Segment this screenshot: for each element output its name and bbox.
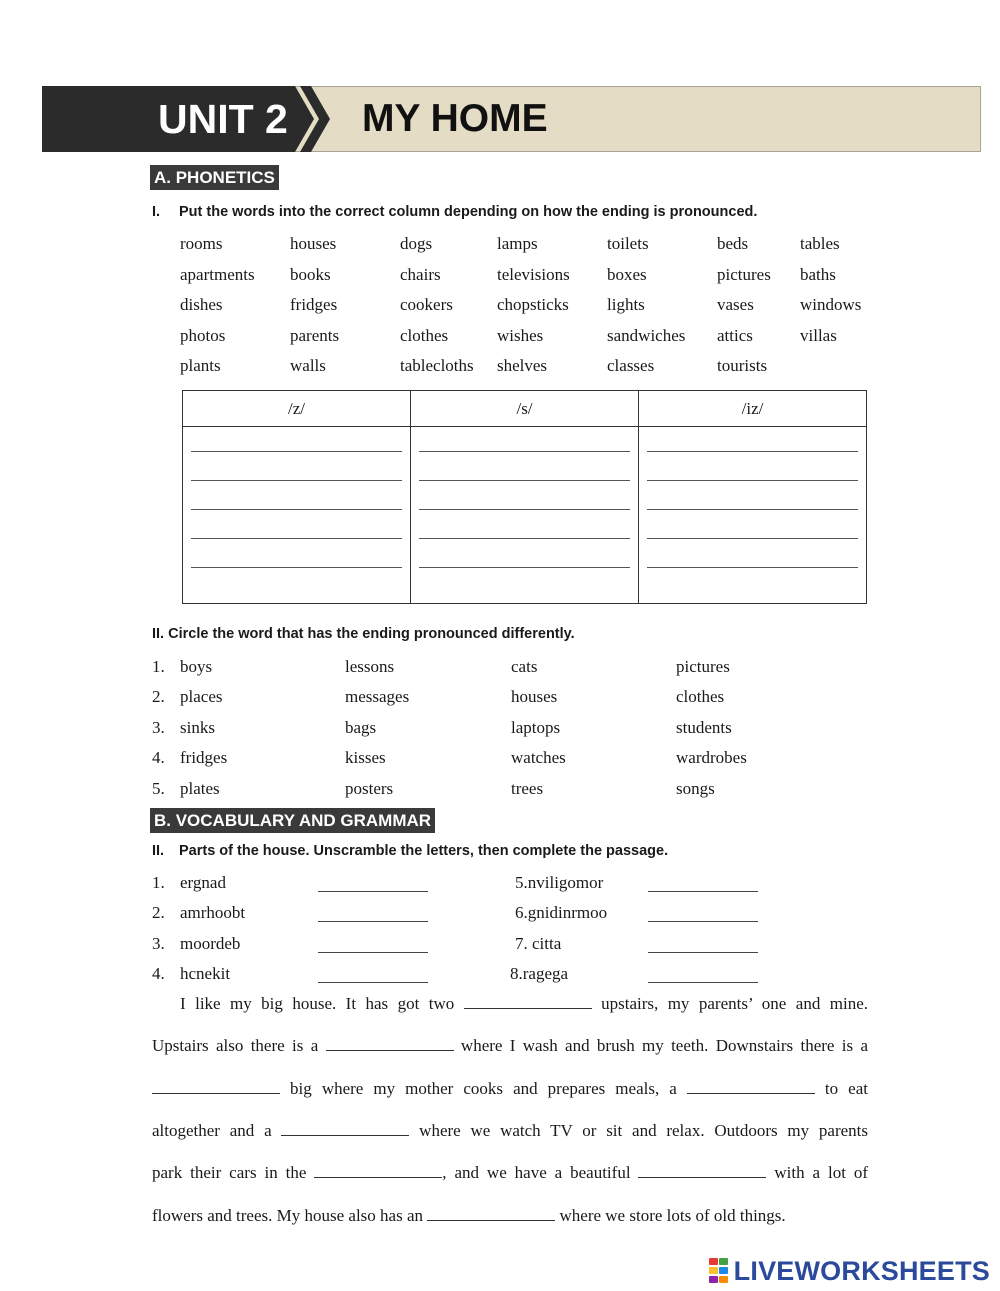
passage-blank[interactable]: [281, 1120, 409, 1136]
answer-blank[interactable]: [648, 891, 758, 892]
passage-text: park their cars in the: [152, 1163, 315, 1183]
exercise-number: I.: [152, 204, 161, 220]
passage-text: I like my big house. It has got two: [180, 994, 464, 1013]
passage-text: , and we have a beautiful: [442, 1163, 639, 1183]
word-bank-word: apartments: [180, 265, 255, 284]
word-bank-word: villas: [800, 326, 837, 345]
logo-mark-icon: [709, 1258, 731, 1284]
option-word[interactable]: wardrobes: [676, 748, 747, 768]
option-word[interactable]: messages: [345, 687, 410, 707]
passage-text: flowers and trees. My house also has an: [152, 1205, 428, 1225]
question-number: 1.: [152, 873, 165, 892]
passage-blank[interactable]: [464, 993, 592, 1009]
answer-blank[interactable]: [318, 952, 428, 953]
passage-blank[interactable]: [427, 1205, 555, 1221]
word-bank-word: classes: [607, 356, 655, 375]
word-bank-word: lamps: [497, 234, 538, 253]
word-bank-word: dishes: [180, 295, 223, 314]
option-word[interactable]: pictures: [676, 657, 730, 676]
option-word[interactable]: plates: [180, 778, 220, 798]
answer-blank[interactable]: [648, 982, 758, 983]
passage-line: [152, 1035, 868, 1057]
scrambled-word: 8.ragega: [510, 963, 569, 983]
word-bank-word: sandwiches: [607, 326, 686, 345]
scrambled-word: moordeb: [180, 933, 241, 953]
option-word[interactable]: trees: [511, 778, 544, 798]
exercise-2-instruction: II. Circle the word that has the ending pronounced differently.: [152, 626, 575, 642]
page-title: MY HOME: [362, 97, 548, 140]
word-bank-word: tables: [800, 234, 840, 253]
passage-line: [152, 1078, 868, 1100]
passage-text: where we watch TV or sit and relax. Outdoors my parents: [409, 1120, 868, 1140]
column-z-header: /z/: [183, 391, 411, 427]
word-bank-word: houses: [290, 234, 337, 253]
scrambled-word: ergnad: [180, 873, 226, 892]
answer-blank[interactable]: [318, 891, 428, 892]
question-number: 3.: [152, 717, 165, 737]
option-word[interactable]: watches: [511, 748, 566, 768]
column-s-answers[interactable]: [411, 427, 639, 604]
passage-line: [152, 1120, 868, 1142]
word-bank-word: parents: [290, 326, 340, 345]
passage-text: big where my mother cooks and prepares meals, a: [280, 1078, 687, 1098]
option-word[interactable]: places: [180, 687, 223, 707]
word-bank-word: beds: [717, 234, 749, 253]
word-bank-word: fridges: [290, 295, 338, 314]
option-word[interactable]: songs: [676, 778, 715, 798]
passage-text: with a lot of: [766, 1163, 868, 1183]
passage-blank[interactable]: [152, 1078, 280, 1094]
word-bank-word: photos: [180, 326, 226, 345]
option-word[interactable]: sinks: [180, 717, 215, 737]
section-heading-vocabulary: B. VOCABULARY AND GRAMMAR: [150, 808, 435, 833]
passage-text: where we store lots of old things.: [555, 1205, 786, 1225]
word-bank-word: walls: [290, 356, 326, 375]
question-number: 1.: [152, 657, 165, 676]
word-bank-word: clothes: [400, 326, 449, 345]
option-word[interactable]: posters: [345, 778, 394, 798]
passage-text: Upstairs also there is a: [152, 1036, 326, 1056]
word-bank-word: attics: [717, 326, 753, 345]
answer-blank[interactable]: [318, 982, 428, 983]
word-bank-word: chairs: [400, 265, 441, 284]
column-iz-answers[interactable]: [639, 427, 867, 604]
word-bank-word: pictures: [717, 265, 771, 284]
word-bank-word: plants: [180, 356, 221, 375]
question-number: 4.: [152, 748, 165, 768]
word-bank-word: windows: [800, 295, 862, 314]
word-bank-word: rooms: [180, 234, 223, 253]
word-bank-word: toilets: [607, 234, 649, 253]
sound-columns-table: [182, 390, 867, 604]
passage-blank[interactable]: [638, 1162, 766, 1178]
option-word[interactable]: kisses: [345, 748, 386, 768]
passage-blank[interactable]: [687, 1078, 815, 1094]
instruction-text: Put the words into the correct column depending on how the ending is pronounced.: [179, 204, 758, 220]
column-s-header: /s/: [411, 391, 639, 427]
scrambled-word: hcnekit: [180, 963, 231, 983]
word-bank-word: books: [290, 265, 331, 284]
word-bank-word: vases: [717, 295, 754, 314]
scrambled-word: 6.gnidinrmoo: [515, 903, 608, 923]
passage-line: [152, 1162, 868, 1184]
option-word[interactable]: laptops: [511, 717, 561, 737]
passage-text: to eat: [814, 1078, 868, 1098]
instruction-text: Parts of the house. Unscramble the letters, then complete the passage.: [179, 843, 669, 859]
passage-text: altogether and a: [152, 1120, 282, 1140]
question-number: 2.: [152, 903, 165, 923]
unit-label: UNIT 2: [158, 96, 288, 142]
passage-text: where I wash and brush my teeth. Downstairs there is a: [453, 1036, 868, 1056]
column-iz-header: /iz/: [639, 391, 867, 427]
answer-blank[interactable]: [648, 952, 758, 953]
answer-blank[interactable]: [648, 921, 758, 922]
option-word[interactable]: bags: [345, 717, 377, 737]
scrambled-word: 7. citta: [515, 933, 562, 953]
brand-name: LIVEWORKSHEETS: [733, 1255, 990, 1286]
word-bank-word: wishes: [497, 326, 544, 345]
option-word[interactable]: cats: [511, 657, 538, 676]
word-bank-word: tablecloths: [400, 356, 474, 375]
exercise-1-instruction: [152, 202, 757, 222]
question-number: 4.: [152, 963, 165, 983]
scrambled-word: 5.nviligomor: [515, 873, 604, 892]
word-bank-word: lights: [607, 295, 645, 314]
column-z-answers[interactable]: [183, 427, 411, 604]
exercise-3-instruction: [152, 841, 668, 861]
word-bank-word: boxes: [607, 265, 647, 284]
passage-blank[interactable]: [326, 1035, 454, 1051]
liveworksheets-logo: [709, 1255, 990, 1287]
section-heading-phonetics: A. PHONETICS: [150, 165, 279, 190]
word-bank-word: televisions: [497, 265, 570, 284]
option-word[interactable]: lessons: [345, 657, 395, 676]
answer-blank[interactable]: [318, 921, 428, 922]
exercise-number: II.: [152, 843, 165, 859]
word-bank-word: dogs: [400, 234, 433, 253]
word-bank-word: tourists: [717, 356, 768, 375]
question-number: 3.: [152, 933, 165, 953]
word-bank-word: chopsticks: [497, 295, 569, 314]
scrambled-word: amrhoobt: [180, 903, 246, 923]
option-word[interactable]: students: [676, 717, 732, 737]
option-word[interactable]: clothes: [676, 687, 725, 707]
passage-text: upstairs, my parents’ one and mine.: [591, 994, 868, 1013]
word-bank-word: baths: [800, 265, 836, 284]
option-word[interactable]: houses: [511, 687, 558, 707]
question-number: 2.: [152, 687, 165, 707]
passage-line: [152, 1205, 868, 1227]
passage-line: [180, 993, 868, 1015]
word-bank-word: cookers: [400, 295, 453, 314]
option-word[interactable]: fridges: [180, 748, 228, 768]
passage-blank[interactable]: [314, 1162, 442, 1178]
option-word[interactable]: boys: [180, 657, 213, 676]
word-bank-word: shelves: [497, 356, 548, 375]
question-number: 5.: [152, 778, 165, 798]
